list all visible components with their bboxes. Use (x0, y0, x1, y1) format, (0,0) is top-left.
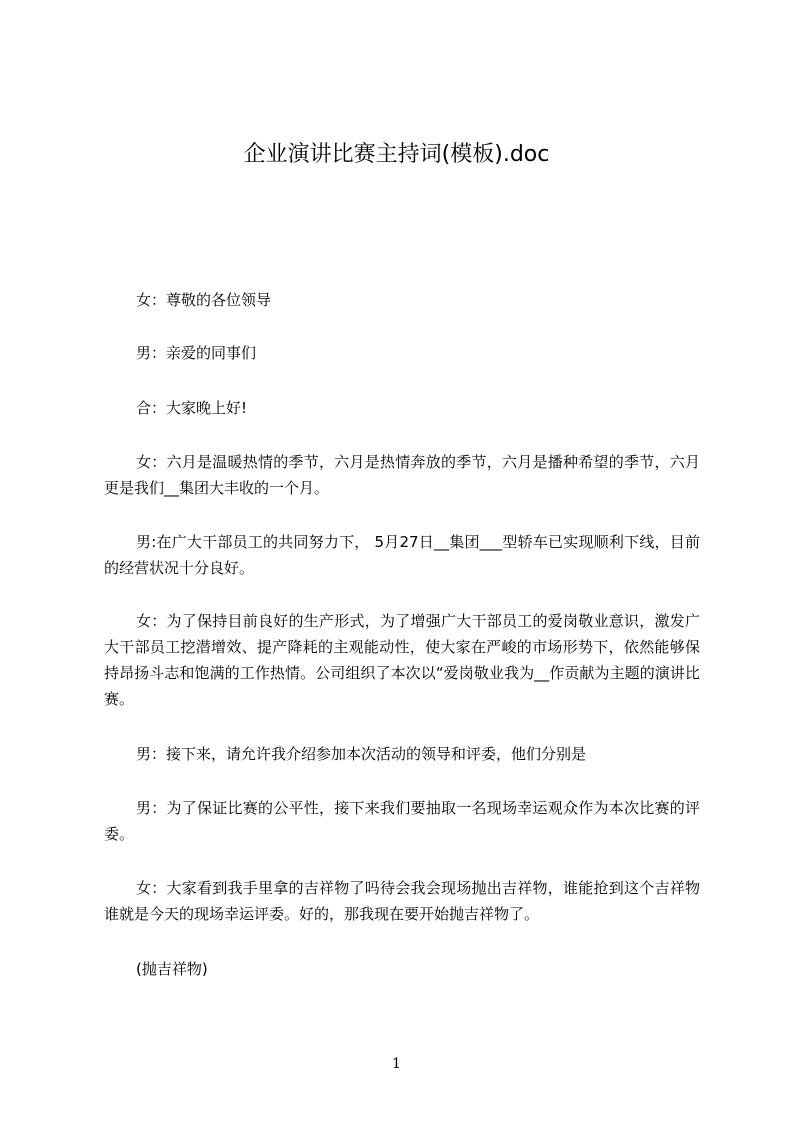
paragraph: 男：接下来，请允许我介绍参加本次活动的领导和评委，他们分别是 (136, 745, 587, 763)
paragraph: 女：尊敬的各位领导 (136, 291, 272, 309)
paragraph: 女：为了保持目前良好的生产形式，为了增强广大干部员工的爱岗敬业意识，激发广大干部员工挖潜增效、提产降耗的主观能动性，使大家在严峻的市场形势下，依然能够保持昂扬斗志和饱满的工作热情。公司组织了本次以“爱岗敬业我为__作贡献为主题的演讲比赛。 (104, 612, 700, 708)
paragraph: 男:在广大干部员工的共同努力下， 5月27日__集团___型轿车已实现顺利下线，目前的经营状况十分良好。 (104, 533, 700, 577)
paragraph: 合：大家晚上好! (136, 399, 248, 417)
paragraph: 男：亲爱的同事们 (136, 344, 257, 362)
paragraph: 女：六月是温暖热情的季节，六月是热情奔放的季节，六月是播种希望的季节，六月更是我们__集团大丰收的一个月。 (104, 453, 700, 497)
paragraph: (抛吉祥物) (136, 960, 208, 978)
paragraph: 女：大家看到我手里拿的吉祥物了吗待会我会现场抛出吉祥物，谁能抢到这个吉祥物谁就是今天的现场幸运评委。好的，那我现在要开始抛吉祥物了。 (104, 879, 700, 923)
paragraph: 男：为了保证比赛的公平性，接下来我们要抽取一名现场幸运观众作为本次比赛的评委。 (104, 799, 700, 843)
page-number: 1 (392, 1056, 401, 1072)
page-title: 企业演讲比赛主持词(模板).doc (243, 142, 550, 167)
